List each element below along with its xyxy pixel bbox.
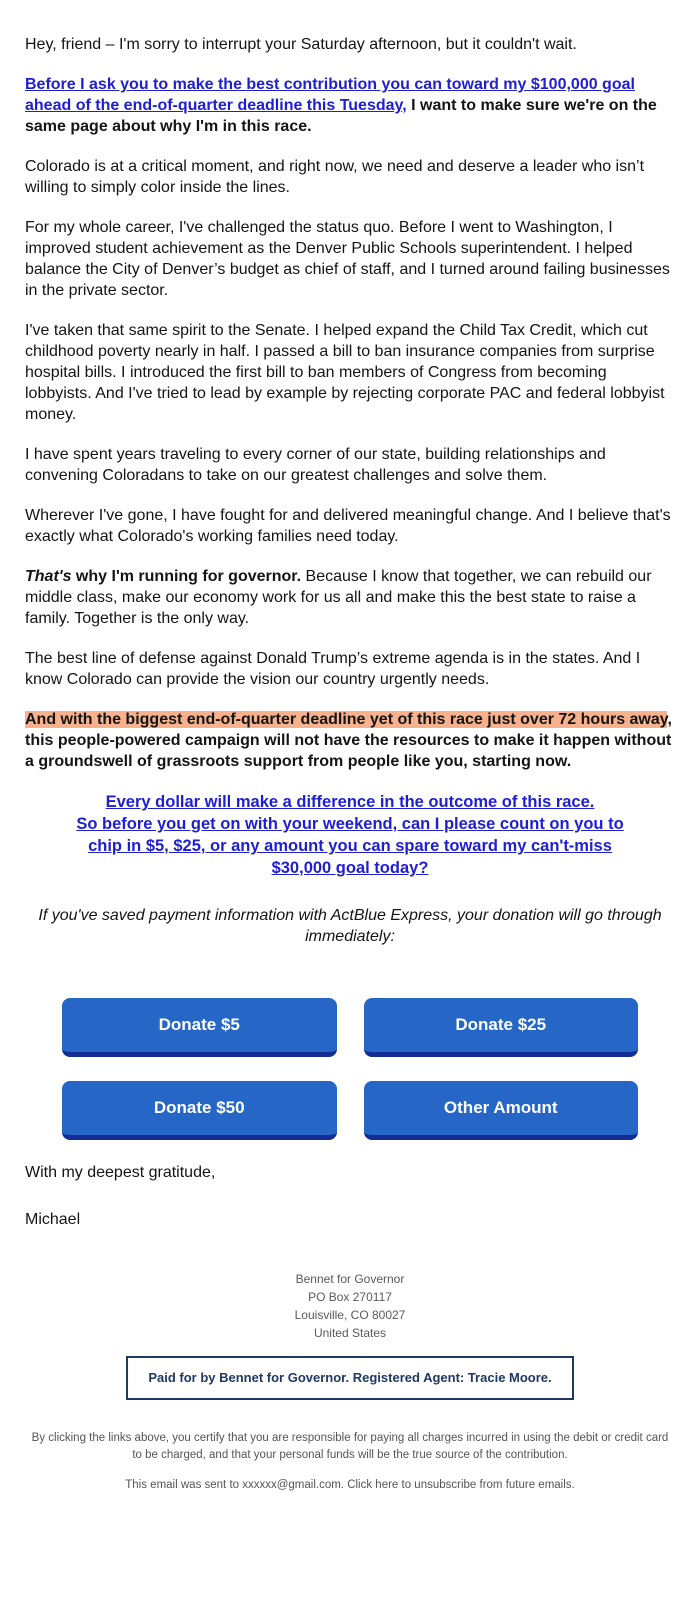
paragraph-defense: The best line of defense against Donald Trump’s extreme agenda is in the states. And I know Colorado can provide the vision our country urgently needs. (25, 650, 641, 688)
donate-25-button[interactable]: Donate $25 (364, 998, 639, 1057)
paragraph-senate-record: I've taken that same spirit to the Senate. I helped expand the Child Tax Credit, which cut childhood poverty nearly in half. I passed a bill to ban insurance companies from surprise hospital bills. I introduced the first bill to ban members of Congress from becoming lobbyists. And I've tried to lead by example by rejecting corporate PAC and federal lobbyist money. (25, 322, 665, 423)
address-line-org: Bennet for Governor (295, 1272, 405, 1286)
cta-paragraph (25, 791, 675, 879)
why-running-bold: why I'm running for governor. (71, 568, 302, 585)
donate-5-button[interactable]: Donate $5 (62, 998, 337, 1057)
deadline-highlight: And with the biggest end-of-quarter deadline yet of this race just over 72 hours away (25, 711, 668, 728)
signature-text: Michael (25, 1211, 81, 1228)
charges-disclaimer: By clicking the links above, you certify that you are responsible for paying all charges incurred in using the debit or credit card to be charged, and that your personal funds will be the true source of the contribution. (31, 1432, 669, 1461)
paragraph-why-running (25, 566, 675, 629)
campaign-address (25, 1270, 675, 1342)
cta-line-1: Every dollar will make a difference in the outcome of this race. (105, 793, 595, 811)
paragraph-colorado-moment: Colorado is at a critical moment, and right now, we need and deserve a leader who isn’t willing to simply color inside the lines. (25, 158, 645, 196)
ask-paragraph (25, 74, 675, 137)
paragraph-deadline (25, 709, 675, 772)
email-footer (25, 1430, 675, 1494)
paragraph-career: For my whole career, I've challenged the status quo. Before I went to Washington, I improved student achievement as the Denver Public Schools superintendent. I helped balance the City of Denver’s budget as chief of staff, and I turned around failing businesses in the private sector. (25, 219, 670, 299)
cta-line-4: $30,000 goal today? (271, 859, 429, 877)
why-running-rest: Because I know that together, we can rebuild our middle class, make our economy work for us all and make this the best state to raise a family. Together is the only way. (25, 568, 652, 627)
address-line-pobox: PO Box 270117 (308, 1290, 392, 1304)
thats-emphasis: That's (25, 568, 72, 585)
deadline-rest: , this people-powered campaign will not have the resources to make it happen without a groundswell of grassroots support from people like you, starting now. (25, 711, 672, 770)
cta-line-2: So before you get on with your weekend, can I please count on you to (76, 815, 624, 833)
other-amount-button[interactable]: Other Amount (364, 1081, 639, 1140)
chip-in-link[interactable] (25, 791, 675, 879)
address-line-country: United States (313, 1326, 387, 1340)
cta-line-3: chip in $5, $25, or any amount you can spare toward my can't-miss (88, 837, 612, 855)
donate-50-button[interactable]: Donate $50 (62, 1081, 337, 1140)
actblue-express-note: If you've saved payment information with ActBlue Express, your donation will go through immediately: (38, 907, 662, 945)
contribution-deadline-link[interactable]: Before I ask you to make the best contribution you can toward my $100,000 goal ahead of the end-of-quarter deadline this Tuesday, (25, 76, 635, 114)
ask-bold-text: I want to make sure we're on the same page about why I'm in this race. (25, 97, 657, 135)
address-line-city: Louisville, CO 80027 (294, 1308, 406, 1322)
paid-for-box-wrapper (25, 1356, 675, 1400)
closing-text: With my deepest gratitude, (25, 1164, 216, 1181)
paragraph-wherever: Wherever I've gone, I have fought for and delivered meaningful change. And I believe that's exactly what Colorado's working families need today. (25, 507, 671, 545)
donate-button-grid (25, 998, 675, 1140)
greeting-text: Hey, friend – I'm sorry to interrupt your Saturday afternoon, but it couldn't wait. (25, 36, 577, 53)
paragraph-traveling: I have spent years traveling to every corner of our state, building relationships and convening Coloradans to take on our greatest challenges and solve them. (25, 446, 606, 484)
paid-for-disclaimer: Paid for by Bennet for Governor. Registered Agent: Tracie Moore. (126, 1356, 573, 1400)
unsubscribe-text[interactable]: This email was sent to xxxxxx@gmail.com. Click here to unsubscribe from future emails. (125, 1479, 575, 1491)
